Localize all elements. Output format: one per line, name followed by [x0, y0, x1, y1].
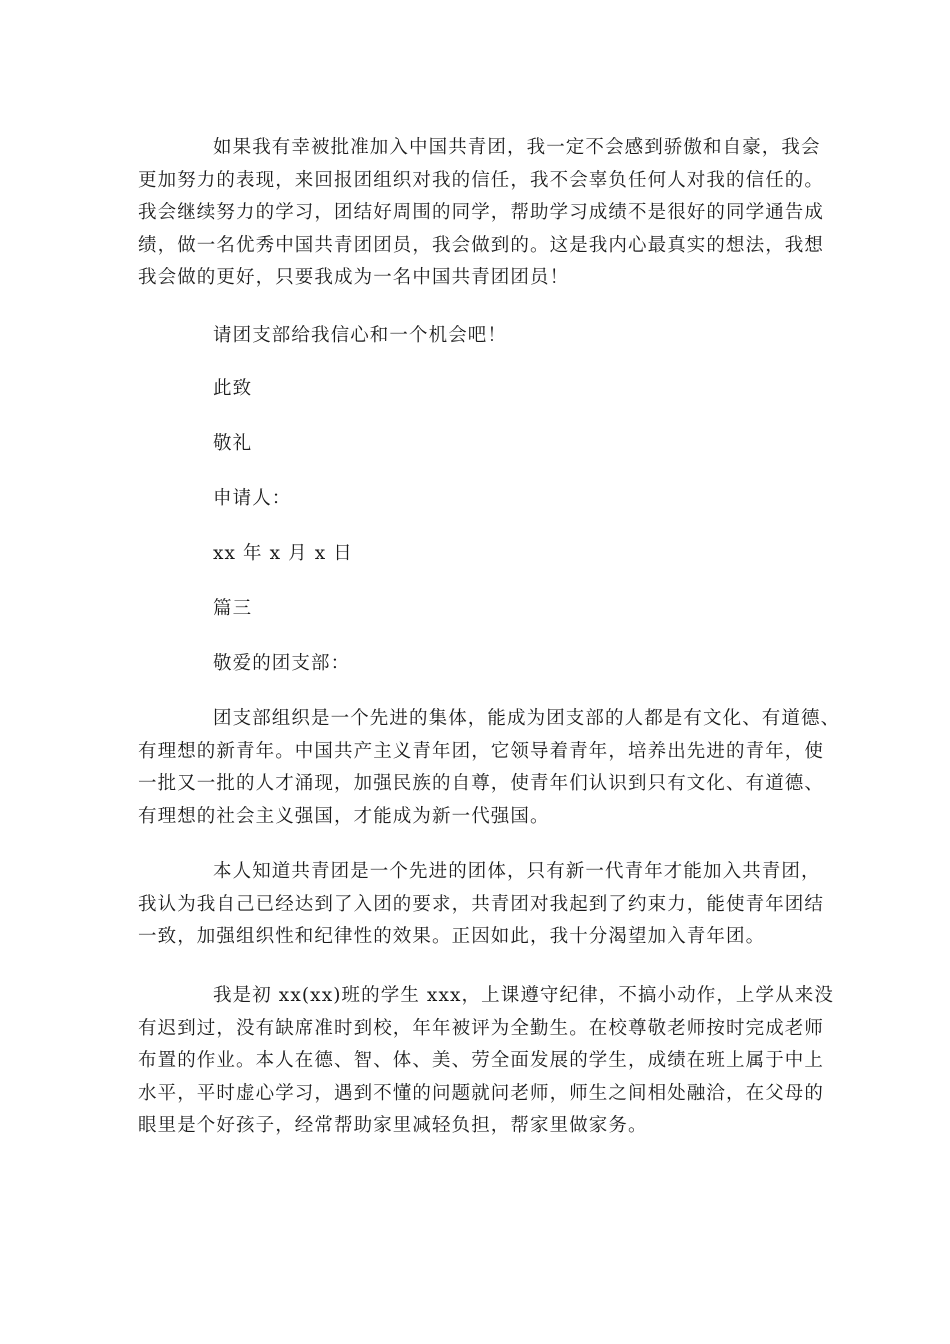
text-line: 我认为我自己已经达到了入团的要求，共青团对我起到了约束力，能使青年团结 — [138, 893, 825, 915]
text-line: 我会继续努力的学习，团结好周围的同学，帮助学习成绩不是很好的同学通告成 — [138, 202, 825, 223]
text-line: 我是初 xx(xx)班的学生 xxx，上课遵守纪律，不搞小动作，上学从来没 — [213, 985, 834, 1006]
text-line: 团支部组织是一个先进的集体，能成为团支部的人都是有文化、有道德、 — [213, 708, 841, 729]
text-line: 如果我有幸被批准加入中国共青团，我一定不会感到骄傲和自豪，我会 — [213, 137, 821, 158]
paragraph-league-description — [138, 703, 841, 833]
paragraph-personal-intro — [138, 980, 834, 1143]
text-line: 一致，加强组织性和纪律性的效果。正因如此，我十分渴望加入青年团。 — [138, 926, 766, 947]
text-line: 有理想的社会主义强国，才能成为新一代强国。 — [138, 805, 550, 827]
text-line: 有迟到过，没有缺席准时到校，年年被评为全勤生。在校尊敬老师按时完成老师 — [138, 1017, 825, 1039]
applicant-line: 申请人： — [213, 488, 292, 509]
salutation-line: 敬爱的团支部： — [213, 653, 351, 674]
text-line: 一批又一批的人才涌现，加强民族的自尊，使青年们认识到只有文化、有道德、 — [138, 773, 825, 794]
text-line: 眼里是个好孩子，经常帮助家里减轻负担，帮家里做家务。 — [138, 1115, 648, 1136]
paragraph-admission-hope — [138, 132, 825, 295]
text-line: 本人知道共青团是一个先进的团体，只有新一代青年才能加入共青团， — [213, 861, 821, 882]
text-line: 水平，平时虚心学习，遇到不懂的问题就问老师，师生之间相处融洽，在父母的 — [138, 1082, 825, 1104]
text-line: 布置的作业。本人在德、智、体、美、劳全面发展的学生，成绩在班上属于中上 — [138, 1050, 825, 1071]
text-line: 绩，做一名优秀中国共青团团员，我会做到的。这是我内心最真实的想法，我想 — [138, 234, 825, 256]
text-line: 有理想的新青年。中国共产主义青年团，它领导着青年，培养出先进的青年，使 — [138, 740, 825, 762]
request-line: 请团支部给我信心和一个机会吧！ — [213, 325, 508, 346]
text-line: 更加努力的表现，来回报团组织对我的信任，我不会辜负任何人对我的信任的。 — [138, 169, 825, 191]
text-line: 我会做的更好，只要我成为一名中国共青团团员！ — [138, 267, 570, 288]
date-line: xx 年 x 月 x 日 — [213, 543, 353, 564]
section-heading: 篇三 — [213, 598, 253, 619]
paragraph-self-assessment — [138, 856, 825, 954]
closing-cizhi: 此致 — [213, 378, 253, 399]
closing-jingli: 敬礼 — [213, 433, 253, 454]
